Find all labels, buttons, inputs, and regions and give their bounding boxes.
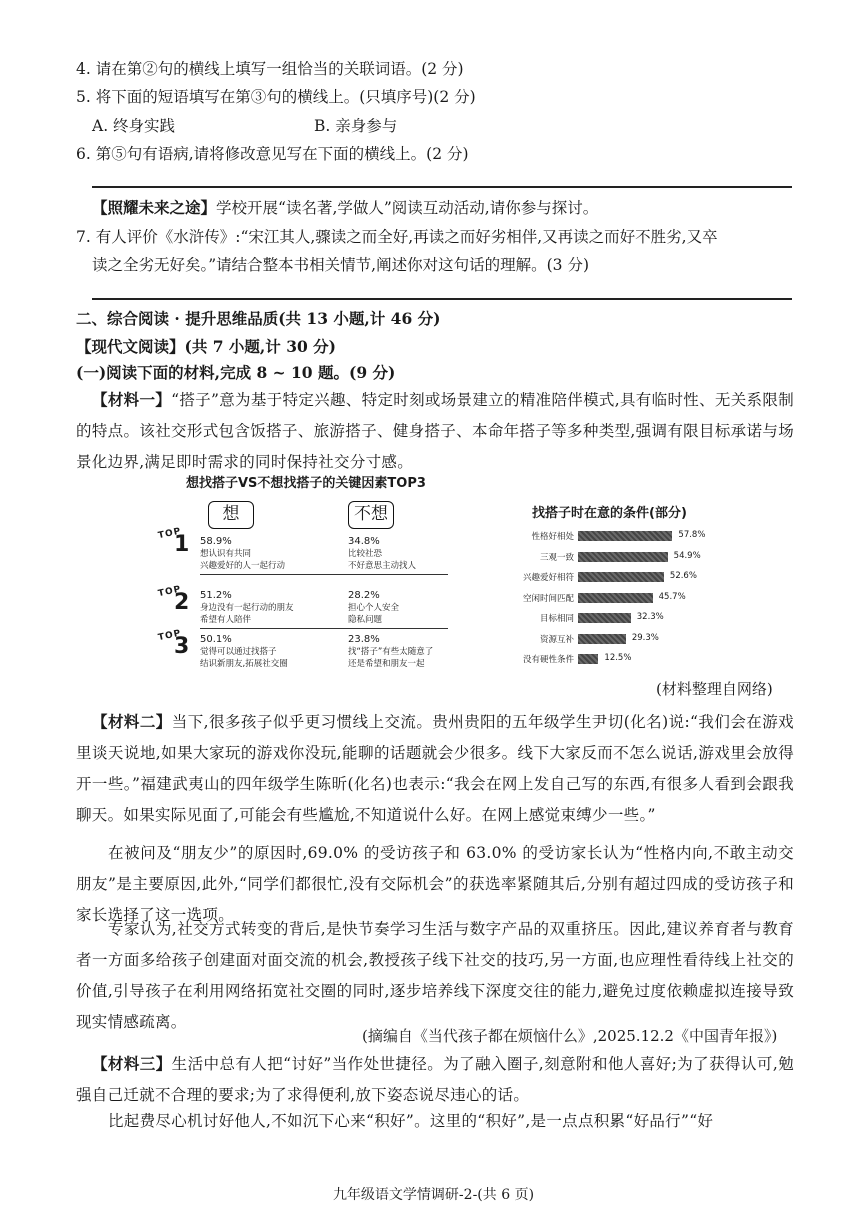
bar-chart-title: 找搭子时在意的条件(部分) <box>532 506 687 521</box>
bar <box>578 654 598 664</box>
material1-paragraph <box>76 384 794 478</box>
question-5: 5. 将下面的短语填写在第③句的横线上。(只填序号)(2 分) <box>76 88 476 106</box>
material2-paragraph2: 在被问及“朋友少”的原因时,69.0% 的受访孩子和 63.0% 的受访家长认为“性格内向,不敢主动交朋友”是主要原因,此外,“同学们都很忙,没有交际机会”的获选率紧随其后,分别有超过四成的受访孩子和家长选择了这一选项。 <box>76 844 794 924</box>
bar <box>578 634 626 644</box>
material2-paragraph1 <box>76 706 794 831</box>
bar <box>578 572 664 582</box>
top-word: TOP <box>157 628 183 644</box>
bar-category-label: 目标相同 <box>539 614 574 624</box>
part1-title: (一)阅读下面的材料,完成 8 ~ 10 题。(9 分) <box>76 363 396 382</box>
bar-category-label: 兴趣爱好相符 <box>522 573 574 583</box>
want-pct: 58.9% <box>200 536 232 547</box>
top-rank: 2 <box>174 590 190 615</box>
not-want-desc: 比较社恐 不好意思主动找人 <box>348 549 417 571</box>
q5-option-b: B. 亲身参与 <box>314 117 398 135</box>
future-section-line <box>92 199 598 218</box>
top-rank: 1 <box>174 532 190 557</box>
top2-badge <box>158 586 189 615</box>
bar-value-label: 29.3% <box>631 632 659 643</box>
bar <box>578 593 653 603</box>
future-section-text: 学校开展“读名著,学做人”阅读互动活动,请你参与探讨。 <box>216 199 599 217</box>
left-chart-title: 想找搭子VS不想找搭子的关键因素TOP3 <box>186 476 426 491</box>
top-word: TOP <box>157 584 183 600</box>
bar <box>578 552 668 562</box>
top1-badge <box>158 528 189 557</box>
bar-category-label: 三观一致 <box>539 552 574 563</box>
material2-tag: 【材料二】 <box>92 712 172 731</box>
q5-option-a: A. 终身实践 <box>92 117 176 135</box>
top-rank: 3 <box>174 634 190 659</box>
answer-line-q6[interactable] <box>92 186 792 188</box>
bar-value-label: 12.5% <box>604 653 632 663</box>
future-section-tag: 【照耀未来之途】 <box>92 198 217 217</box>
bar <box>578 531 672 541</box>
not-want-desc: 担心个人安全 隐私问题 <box>348 603 400 625</box>
section2-title: 二、综合阅读 · 提升思维品质(共 13 小题,计 46 分) <box>76 309 441 328</box>
want-pct: 50.1% <box>200 634 232 645</box>
source-note: (材料整理自网络) <box>656 680 773 698</box>
row-divider <box>200 628 448 629</box>
not-want-pct: 34.8% <box>348 536 380 547</box>
bar-value-label: 57.8% <box>678 530 706 540</box>
material3-p1: 生活中总有人把“讨好”当作处世捷径。为了融入圈子,刻意附和他人喜好;为了获得认可,勉强自己迁就不合理的要求;为了求得便利,放下姿态说尽违心的话。 <box>76 1055 794 1104</box>
material2-paragraph3: 专家认为,社交方式转变的背后,是快节奏学习生活与数字产品的双重挤压。因此,建议养育者与教育者一方面多给孩子创建面对面交流的机会,教授孩子线下社交的技巧,另一方面,也应理性看待线上社交的价值,引导孩子在利用网络拓宽社交圈的同时,逐步培养线下深度交往的能力,避免过度依赖虚拟连接导致现实情感疏离。 <box>76 920 794 1031</box>
bar-value-label: 54.9% <box>673 550 701 561</box>
bar-value-label: 32.3% <box>636 612 664 622</box>
question-7-line2: 读之全劣无好矣。”请结合整本书相关情节,阐述你对这句话的理解。(3 分) <box>92 256 589 274</box>
material2-p1: 当下,很多孩子似乎更习惯线上交流。贵州贵阳的五年级学生尹切(化名)说:“我们会在游戏里谈天说地,如果大家玩的游戏你没玩,能聊的话题就会少很多。线下大家反而不怎么说话,游戏里会放得开一些。”福建武夷山的四年级学生陈昕(化名)也表示:“我会在网上发自己写的东西,有很多人看到会跟我聊天。如果实际见面了,可能会有些尴尬,不知道说什么好。在网上感觉束缚少一些。” <box>76 713 794 824</box>
top3-badge <box>158 630 189 659</box>
want-desc: 身边没有一起行动的朋友 希望有人陪伴 <box>200 603 294 625</box>
row-divider <box>200 574 448 575</box>
material2-source: (摘编自《当代孩子都在烦恼什么》,2025.12.2《中国青年报》) <box>362 1027 778 1045</box>
bar-category-label: 性格好相处 <box>531 532 574 542</box>
material3-tag: 【材料三】 <box>92 1054 172 1073</box>
not-want-pct: 23.8% <box>348 634 380 645</box>
modern-reading-title: 【现代文阅读】(共 7 小题,计 30 分) <box>76 337 337 356</box>
question-4: 4. 请在第②句的横线上填写一组恰当的关联词语。(2 分) <box>76 60 464 78</box>
page-footer: 九年级语文学情调研-2-(共 6 页) <box>332 1187 535 1203</box>
material1-text: “搭子”意为基于特定兴趣、特定时刻或场景建立的精准陪伴模式,具有临时性、无关系限制的特点。该社交形式包含饭搭子、旅游搭子、健身搭子、本命年搭子等多种类型,强调有限目标承诺与场景化边界,满足即时需求的同时保持社交分寸感。 <box>76 391 794 471</box>
not-want-column-label: 不想 <box>348 501 394 529</box>
not-want-pct: 28.2% <box>348 590 380 601</box>
not-want-desc: 找“搭子”有些太随意了 还是希望和朋友一起 <box>348 647 434 669</box>
material1-tag: 【材料一】 <box>92 390 172 409</box>
material3-paragraph2: 比起费尽心机讨好他人,不如沉下心来“积好”。这里的“积好”,是一点点积累“好品行”“好 <box>108 1112 714 1130</box>
bar-category-label: 资源互补 <box>539 634 574 645</box>
want-desc: 想认识有共同 兴趣爱好的人一起行动 <box>200 549 286 571</box>
top-word: TOP <box>157 526 183 542</box>
bar-category-label: 空闲时间匹配 <box>522 593 574 604</box>
answer-line-q7[interactable] <box>92 298 792 300</box>
want-desc: 觉得可以通过找搭子 结识新朋友,拓展社交圈 <box>200 647 288 669</box>
question-7-line1: 7. 有人评价《水浒传》:“宋江其人,骤读之而全好,再读之而好劣相伴,又再读之而好不胜劣,又卒 <box>76 228 718 246</box>
bar <box>578 613 631 623</box>
bar-value-label: 45.7% <box>658 591 686 602</box>
material3-paragraph1 <box>76 1048 794 1111</box>
bar-category-label: 没有硬性条件 <box>522 655 574 665</box>
question-6: 6. 第⑤句有语病,请将修改意见写在下面的横线上。(2 分) <box>76 145 469 163</box>
want-column-label: 想 <box>208 501 254 529</box>
want-pct: 51.2% <box>200 590 232 601</box>
bar-value-label: 52.6% <box>669 571 697 581</box>
